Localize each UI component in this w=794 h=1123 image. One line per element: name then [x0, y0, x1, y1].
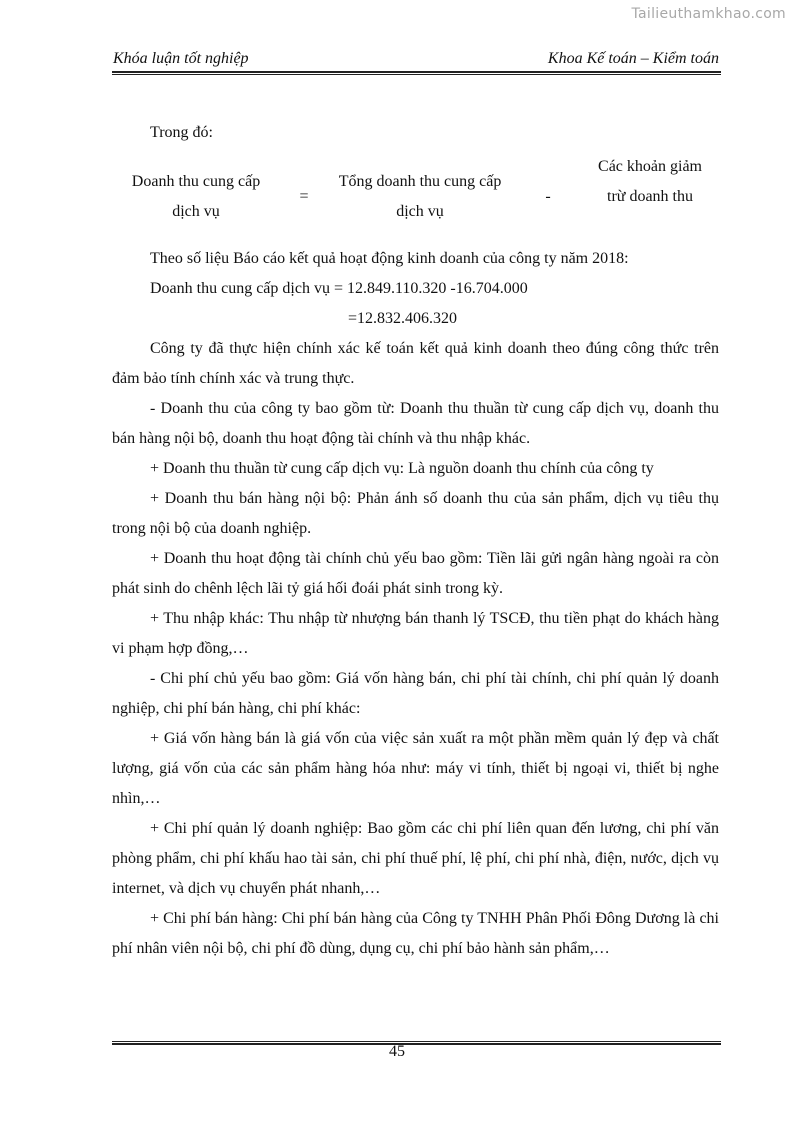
header-right: Khoa Kế toán – Kiểm toán	[547, 50, 719, 67]
page-number: 45	[389, 1043, 405, 1060]
calc-expression: Doanh thu cung cấp dịch vụ = 12.849.110.320 -16.704.000	[150, 280, 528, 297]
paragraph: Công ty đã thực hiện chính xác kế toán kết quả kinh doanh theo đúng công thức trên đảm bảo tính chính xác và trung thực.	[112, 340, 719, 387]
formula-term2-line2: trừ doanh thu	[607, 188, 693, 205]
revenue-formula	[112, 152, 719, 242]
intro-text: Trong đó:	[150, 124, 213, 141]
formula-lhs-line1: Doanh thu cung cấp	[131, 173, 261, 190]
calc-source: Theo số liệu Báo cáo kết quả hoạt động kinh doanh của công ty năm 2018:	[150, 250, 629, 267]
paragraph: + Chi phí bán hàng: Chi phí bán hàng của Công ty TNHH Phân Phối Đông Dương là chi phí nhân viên nội bộ, chi phí đồ dùng, dụng cụ, chi phí bảo hành sản phẩm,…	[112, 910, 719, 957]
formula-term1	[320, 167, 520, 227]
paragraph: + Chi phí quản lý doanh nghiệp: Bao gồm các chi phí liên quan đến lương, chi phí văn phòng phẩm, chi phí khấu hao tài sản, chi phí thuế phí, lệ phí, chi phí nhà, điện, nước, dịch vụ internet, và dịch vụ chuyển phát nhanh,…	[112, 820, 719, 897]
paragraph: + Thu nhập khác: Thu nhập từ nhượng bán thanh lý TSCĐ, thu tiền phạt do khách hàng vi phạm hợp đồng,…	[112, 610, 719, 657]
calc-result: =12.832.406.320	[348, 310, 458, 327]
paragraph: + Doanh thu thuần từ cung cấp dịch vụ: Là nguồn doanh thu chính của công ty	[150, 460, 654, 477]
watermark: Tailieuthamkhao.com	[631, 6, 786, 22]
formula-minus: -	[545, 188, 551, 205]
formula-lhs	[114, 167, 278, 227]
formula-term2-line1: Các khoản giảm	[598, 158, 702, 175]
header-left: Khóa luận tốt nghiệp	[113, 50, 249, 67]
paragraph: - Doanh thu của công ty bao gồm từ: Doanh thu thuần từ cung cấp dịch vụ, doanh thu bán hàng nội bộ, doanh thu hoạt động tài chính và thu nhập khác.	[112, 400, 719, 447]
formula-equals: =	[299, 188, 309, 205]
paragraph: + Doanh thu hoạt động tài chính chủ yếu bao gồm: Tiền lãi gửi ngân hàng ngoài ra còn phát sinh do chênh lệch lãi tỷ giá hối đoái phát sinh trong kỳ.	[112, 550, 719, 597]
page-body	[112, 118, 719, 964]
formula-lhs-line2: dịch vụ	[172, 203, 220, 220]
formula-term1-line2: dịch vụ	[396, 203, 444, 220]
header-rule	[112, 71, 721, 75]
paragraph: - Chi phí chủ yếu bao gồm: Giá vốn hàng bán, chi phí tài chính, chi phí quản lý doanh nghiệp, chi phí bán hàng, chi phí khác:	[112, 670, 719, 717]
formula-term2	[580, 152, 720, 212]
paragraph: + Doanh thu bán hàng nội bộ: Phản ánh số doanh thu của sản phẩm, dịch vụ tiêu thụ trong nội bộ của doanh nghiệp.	[112, 490, 719, 537]
formula-term1-line1: Tổng doanh thu cung cấp	[338, 173, 502, 190]
paragraph: + Giá vốn hàng bán là giá vốn của việc sản xuất ra một phần mềm quản lý đẹp và chất lượng, giá vốn của các sản phẩm hàng hóa như: máy vi tính, thiết bị ngoại vi, thiết bị nghe nhìn,…	[112, 730, 719, 807]
